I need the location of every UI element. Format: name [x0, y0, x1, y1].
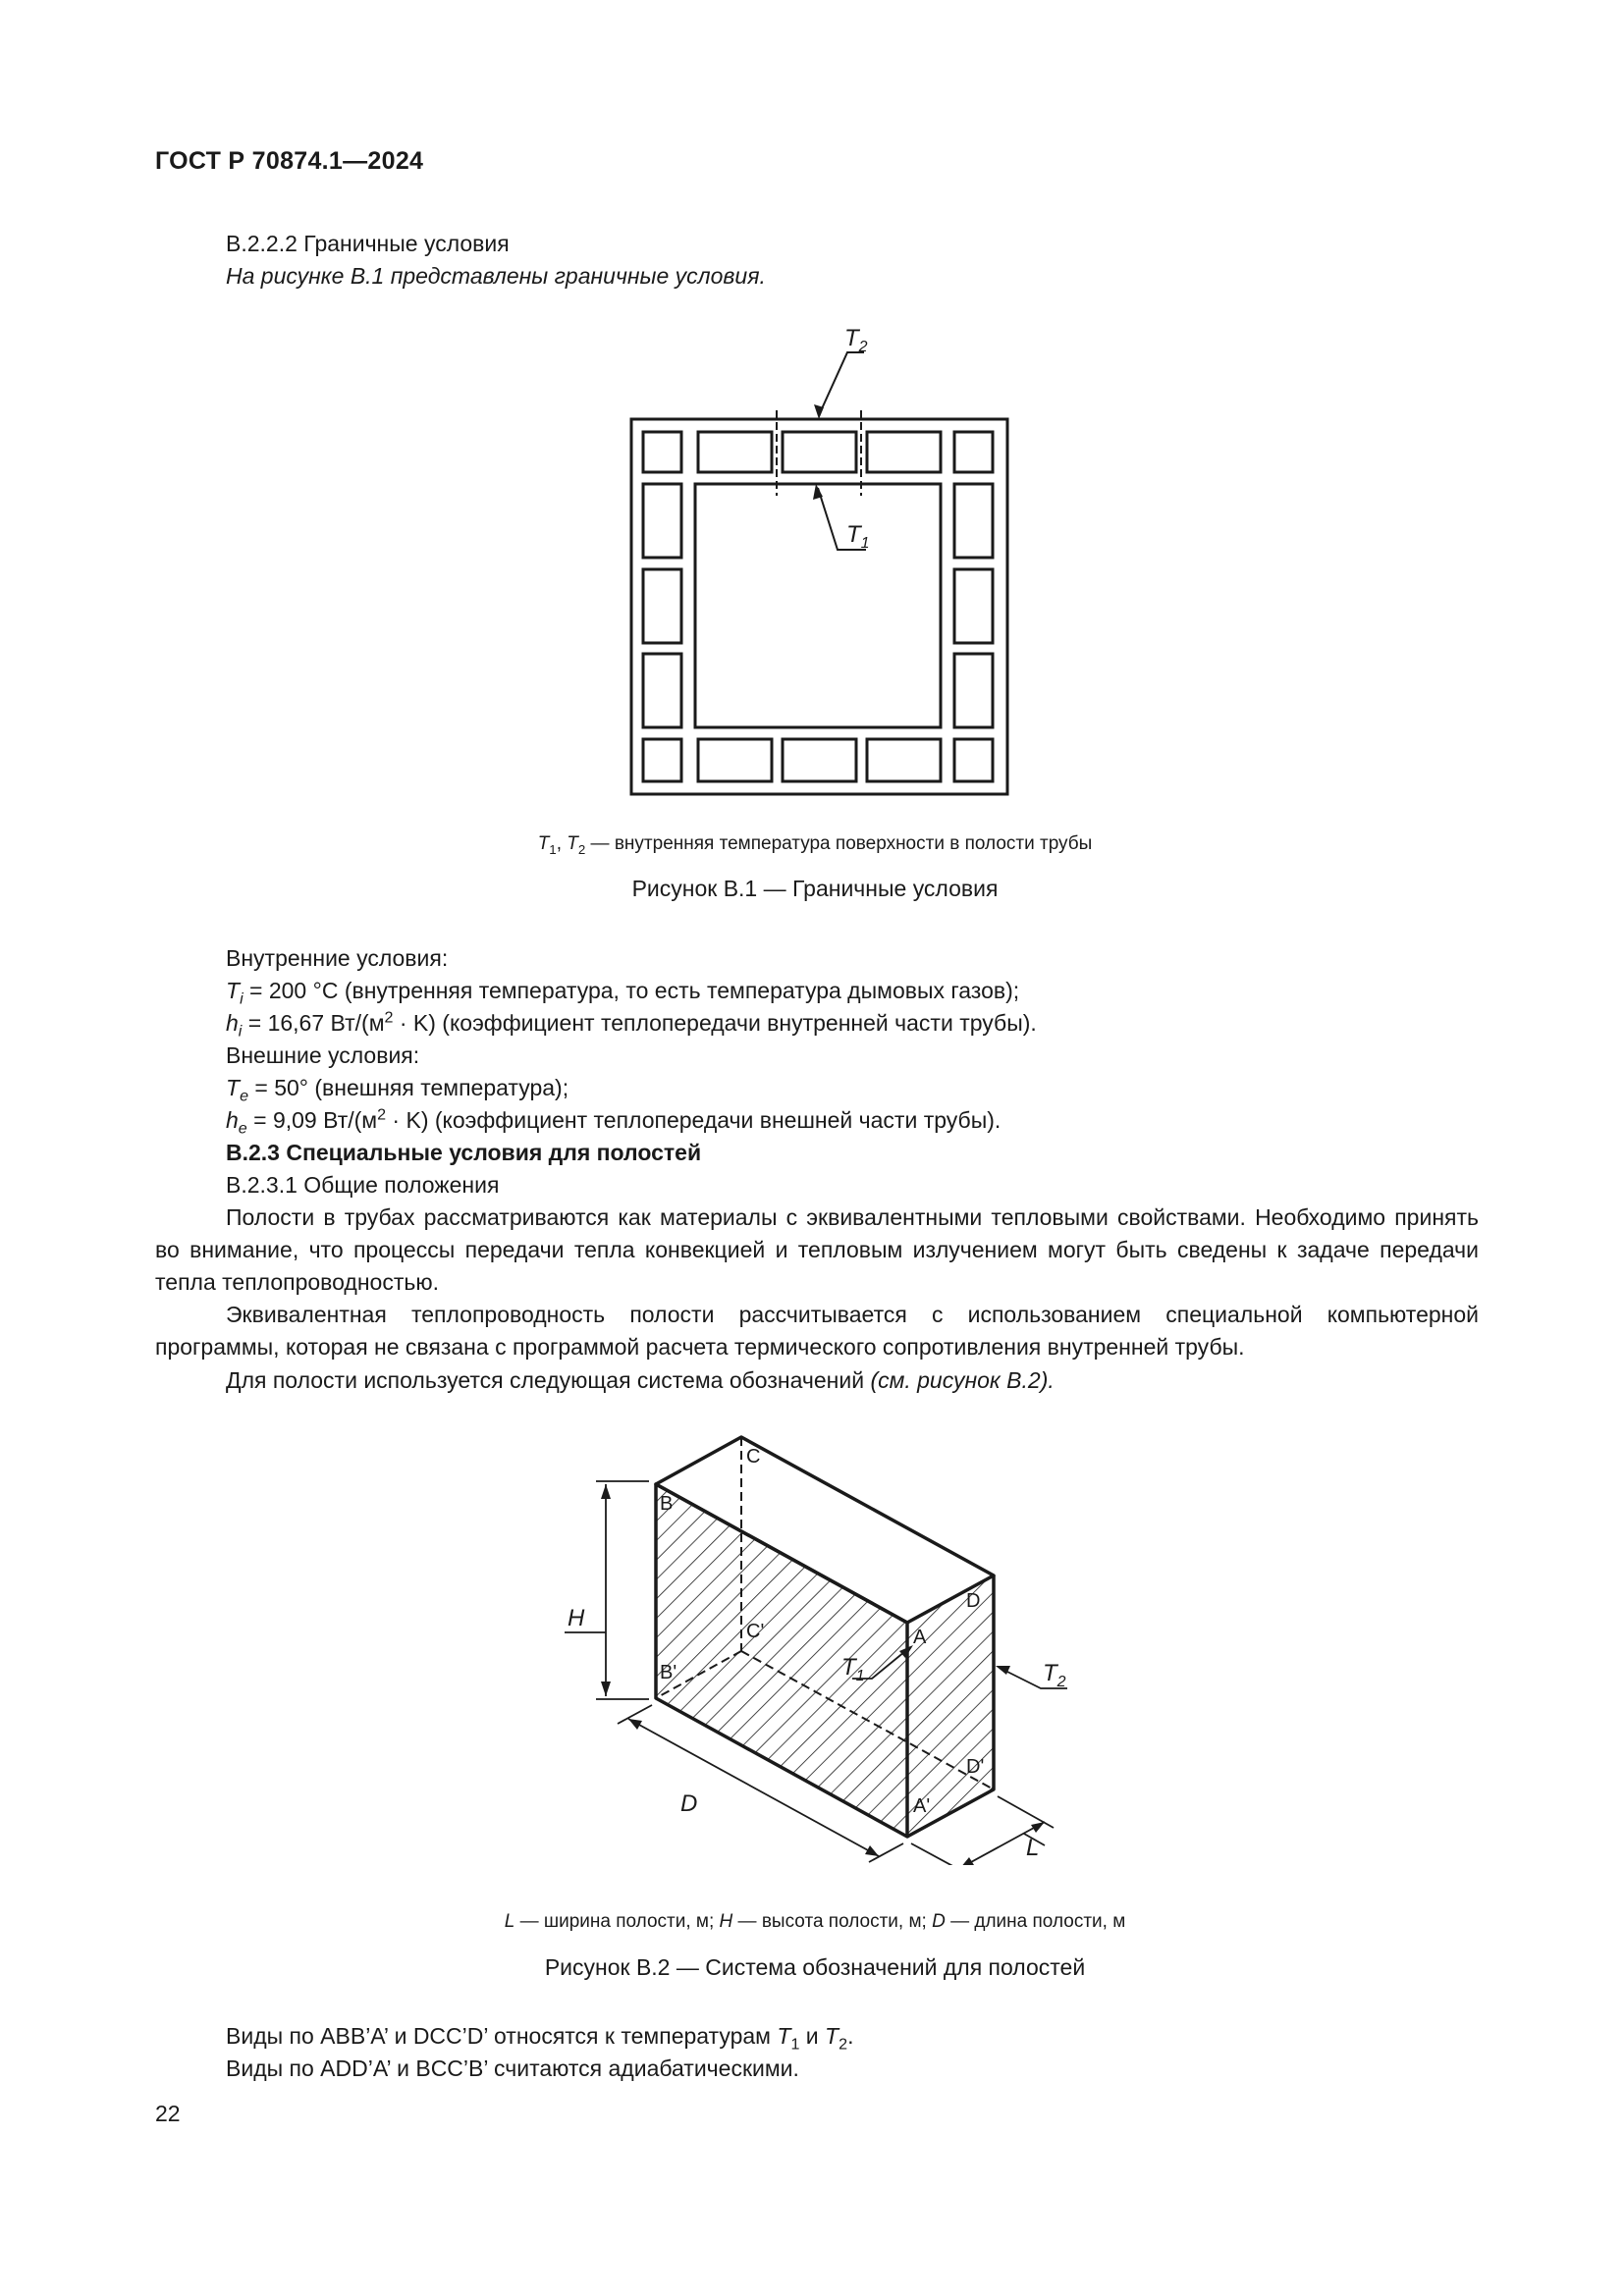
- point-b: B: [660, 1493, 674, 1515]
- label-t1: $T_1$: [841, 1654, 865, 1684]
- internal-conditions-title: Внутренние условия:: [226, 945, 449, 971]
- inner-cavity: [695, 484, 941, 727]
- label-t2: $T_2$: [844, 325, 868, 355]
- point-a-prime: A': [913, 1795, 931, 1817]
- figure-b1-diagram: [609, 309, 1021, 820]
- paragraph-1: Полости в трубах рассматриваются как материалы с эквивалентными тепловыми свойствами. Необходимо принять во внимание, что процессы передачи тепла конвекцией и тепловым излучением могут быть сведены к задаче передачи тепла теплопроводностью.: [155, 1204, 1479, 1295]
- condition-te: $T_e = 50^\circ$ (внешняя температура);: [226, 1075, 569, 1105]
- point-a: A: [913, 1627, 927, 1648]
- figure-b2-caption: Рисунок В.2 — Система обозначений для полостей: [544, 1954, 1086, 1980]
- figure-b1-legend: $T_1$, $T_2$ — внутренняя температура поверхности в полости трубы: [537, 833, 1093, 857]
- label-t2: $T_2$: [1043, 1660, 1066, 1690]
- point-d: D: [966, 1590, 981, 1612]
- section-heading-b231: В.2.3.1 Общие положения: [226, 1172, 500, 1198]
- figure-b2-diagram: [550, 1423, 1100, 1865]
- point-c: C: [746, 1446, 761, 1468]
- closing-line-1: Виды по ABB’A’ и DCC’D’ относятся к температурам $T_1$ и $T_2$.: [226, 2023, 854, 2054]
- figure-b1-caption: Рисунок В.1 — Граничные условия: [631, 876, 999, 901]
- condition-he: $h_e = 9,09$ $Вт/(м^2 \cdot K)$ (коэффициент теплопередачи внешней части трубы).: [226, 1105, 1001, 1138]
- closing-line-2: Виды по ADD’A’ и BCC’B’ считаются адиабатическими.: [226, 2056, 799, 2081]
- page-number: 22: [155, 2101, 181, 2126]
- paragraph-3: Для полости используется следующая система обозначений (см. рисунок В.2).: [226, 1367, 1055, 1393]
- point-d-prime: D': [966, 1756, 985, 1778]
- external-conditions-title: Внешние условия:: [226, 1042, 420, 1068]
- label-t1: $T_1$: [846, 521, 870, 552]
- dim-d: D: [680, 1790, 698, 1817]
- paragraph-2: Эквивалентная теплопроводность полости рассчитывается с использованием специальной компьютерной программы, которая не связана с программой расчета термического сопротивления внутренней трубы.: [155, 1302, 1479, 1360]
- section-intro-b222: На рисунке В.1 представлены граничные условия.: [226, 263, 766, 289]
- document-code: ГОСТ Р 70874.1—2024: [155, 147, 424, 175]
- figure-b2-legend: L — ширина полости, м; H — высота полости, м; D — длина полости, м: [504, 1911, 1126, 1932]
- point-c-prime: C': [746, 1621, 765, 1642]
- section-heading-b222: В.2.2.2 Граничные условия: [226, 231, 510, 256]
- section-heading-b23: В.2.3 Специальные условия для полостей: [226, 1140, 702, 1165]
- point-b-prime: B': [660, 1662, 677, 1683]
- condition-ti: $T_i = 200$ °С (внутренняя температура, то есть температура дымовых газов);: [226, 978, 1020, 1008]
- dim-l: L: [1026, 1835, 1040, 1861]
- front-face-abba: [656, 1484, 907, 1837]
- dim-h: H: [568, 1605, 585, 1631]
- condition-hi: $h_i = 16,67$ $Вт/(м^2 \cdot K)$ (коэффициент теплопередачи внутренней части трубы).: [226, 1008, 1037, 1041]
